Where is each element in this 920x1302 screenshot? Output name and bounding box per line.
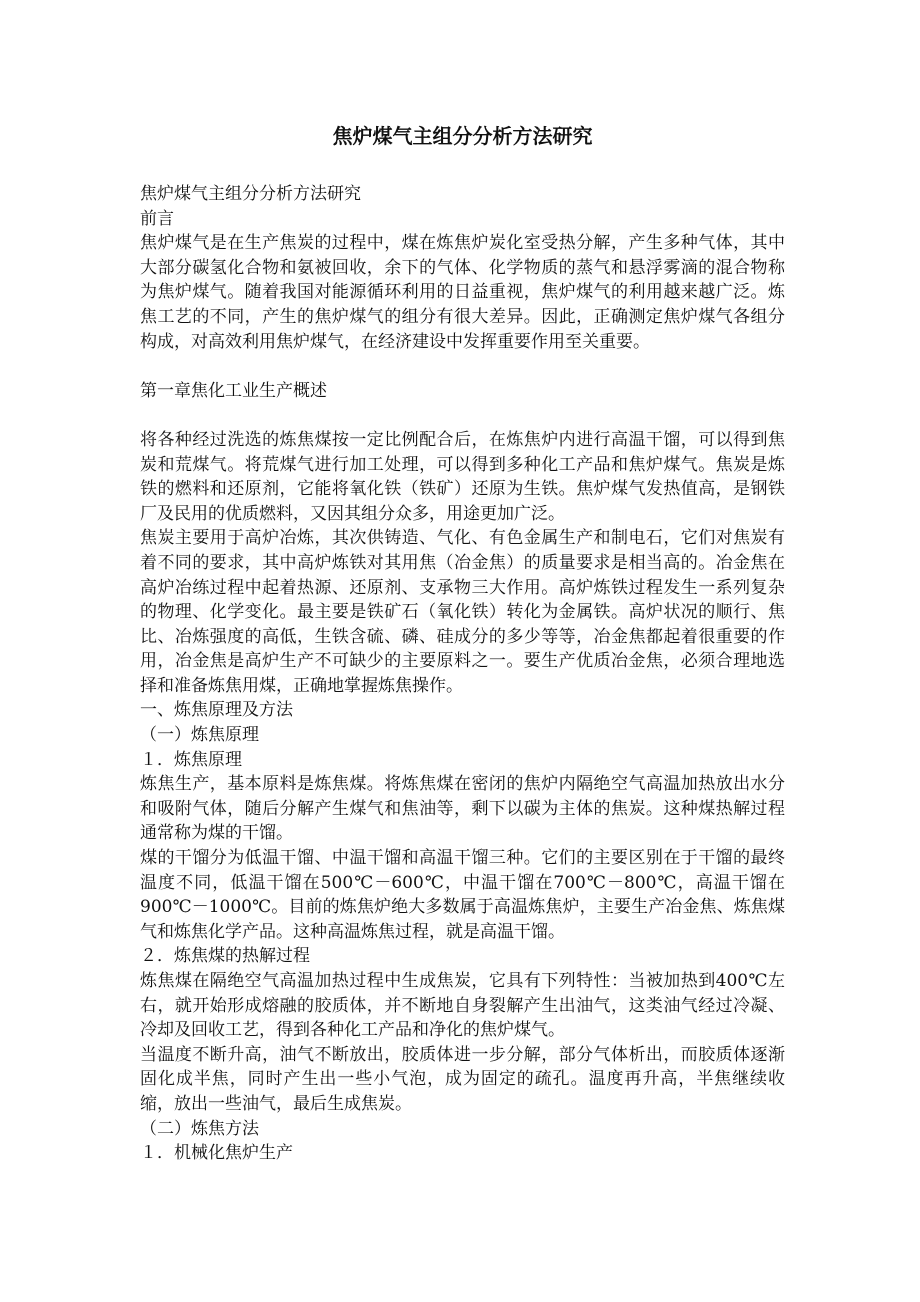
document-title: 焦炉煤气主组分分析方法研究 — [332, 124, 593, 148]
blank-line — [140, 354, 785, 379]
item2-paragraph-1: 炼焦煤在隔绝空气高温加热过程中生成焦炭，它具有下列特性：当被加热到400℃左右，就开始形成熔融的胶质体，并不断地自身裂解产生出油气，这类油气经过冷凝、冷却及回收工艺，得到各种化工产品和净化的焦炉煤气。 — [140, 971, 785, 1041]
document-body — [140, 182, 785, 1166]
subsection1-heading: （一）炼焦原理 — [140, 725, 259, 746]
item1-paragraph-2: 煤的干馏分为低温干馏、中温干馏和高温干馏三种。它们的主要区别在于干馏的最终温度不同，低温干馏在500℃－600℃，中温干馏在700℃－800℃，高温干馏在900℃－1000℃。目前的炼焦炉绝大多数属于高温炼焦炉，主要生产冶金焦、炼焦煤气和炼焦化学产品。这种高温炼焦过程，就是高温干馏。 — [140, 848, 785, 942]
chapter1-heading: 第一章焦化工业生产概述 — [140, 380, 327, 401]
item2-heading: ２．炼焦煤的热解过程 — [140, 946, 310, 967]
section1-heading: 一、炼焦原理及方法 — [140, 700, 293, 721]
item1-paragraph-1: 炼焦生产，基本原料是炼焦煤。将炼焦煤在密闭的焦炉内隔绝空气高温加热放出水分和吸附气体，随后分解产生煤气和焦油等，剩下以碳为主体的焦炭。这种煤热解过程通常称为煤的干馏。 — [140, 774, 785, 844]
chapter1-paragraph-1: 将各种经过洗选的炼焦煤按一定比例配合后，在炼焦炉内进行高温干馏，可以得到焦炭和荒煤气。将荒煤气进行加工处理，可以得到多种化工产品和焦炉煤气。焦炭是炼铁的燃料和还原剂，它能将氧化铁（铁矿）还原为生铁。焦炉煤气发热值高，是钢铁厂及民用的优质燃料，又因其组分众多，用途更加广泛。 — [140, 429, 785, 524]
preface-heading: 前言 — [140, 208, 174, 229]
document-subtitle: 焦炉煤气主组分分析方法研究 — [140, 184, 361, 204]
item3-heading: １．机械化焦炉生产 — [140, 1143, 293, 1164]
chapter1-paragraph-2: 焦炭主要用于高炉冶炼，其次供铸造、气化、有色金属生产和制电石，它们对焦炭有着不同的要求，其中高炉炼铁对其用焦（冶金焦）的质量要求是相当高的。冶金焦在高炉冶练过程中起着热源、还原剂、支承物三大作用。高炉炼铁过程发生一系列复杂的物理、化学变化。最主要是铁矿石（氧化铁）转化为金属铁。高炉状况的顺行、焦比、冶炼强度的高低，生铁含硫、磷、硅成分的多少等等，冶金焦都起着很重要的作用，冶金焦是高炉生产不可缺少的主要原料之一。要生产优质冶金焦，必须合理地选择和准备炼焦用煤，正确地掌握炼焦操作。 — [140, 528, 785, 696]
subsection2-heading: （二）炼焦方法 — [140, 1118, 259, 1139]
preface-paragraph: 焦炉煤气是在生产焦炭的过程中，煤在炼焦炉炭化室受热分解，产生多种气体，其中大部分碳氢化合物和氨被回收，余下的气体、化学物质的蒸气和悬浮雾滴的混合物称为焦炉煤气。随着我国对能源循环利用的日益重视，焦炉煤气的利用越来越广泛。炼焦工艺的不同，产生的焦炉煤气的组分有很大差异。因此，正确测定焦炉煤气各组分构成，对高效利用焦炉煤气，在经济建设中发挥重要作用至关重要。 — [140, 233, 785, 352]
item1-heading: １．炼焦原理 — [140, 749, 242, 770]
item2-paragraph-2: 当温度不断升高，油气不断放出，胶质体进一步分解，部分气体析出，而胶质体逐渐固化成半焦，同时产生出一些小气泡，成为固定的疏孔。温度再升高，半焦继续收缩，放出一些油气，最后生成焦炭。 — [140, 1044, 785, 1114]
blank-line — [140, 403, 785, 428]
